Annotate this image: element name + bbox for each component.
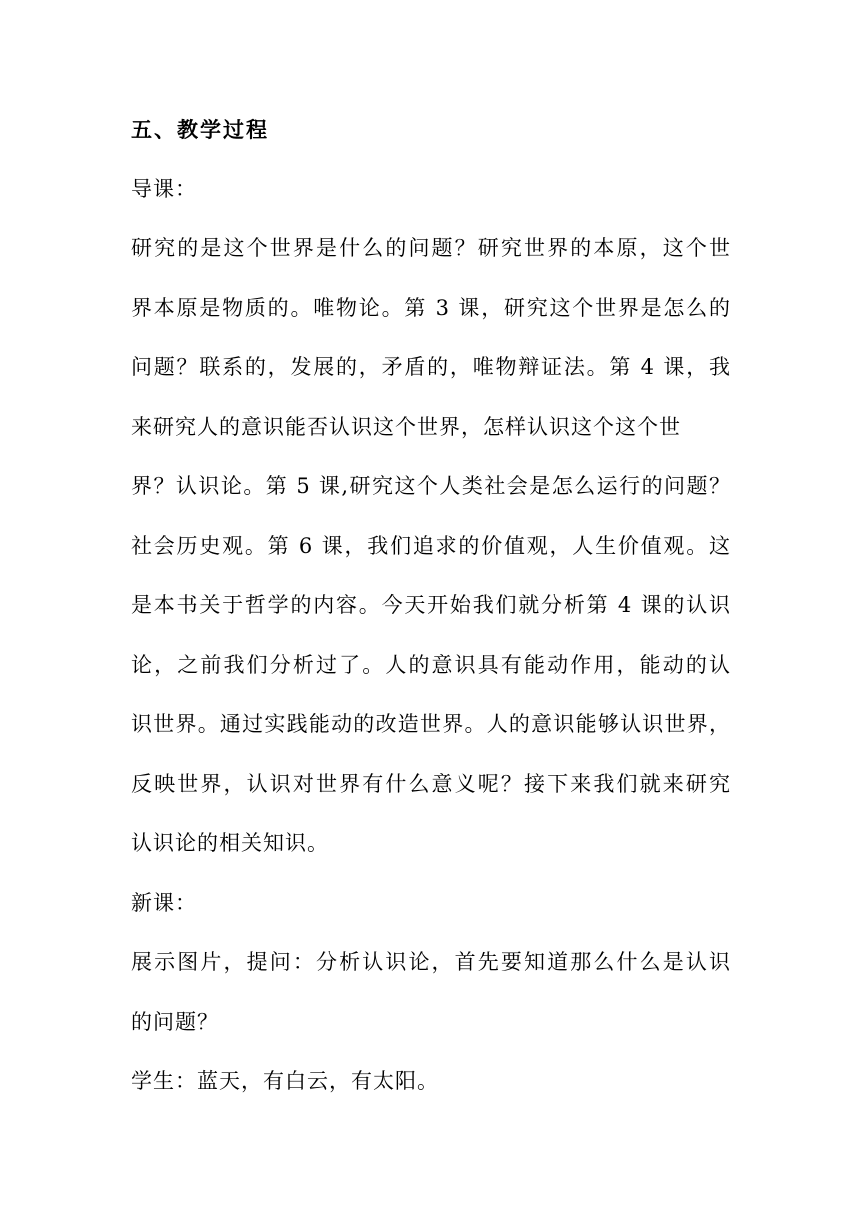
paragraph-line: 社会历史观。第 6 课，我们追求的价值观，人生价值观。这 — [131, 533, 731, 558]
intro-label: 导课： — [131, 176, 197, 201]
paragraph-line: 认识论的相关知识。 — [131, 831, 329, 855]
intro-paragraph — [131, 219, 731, 874]
paragraph-line: 界本原是物质的。唯物论。第 3 课，研究这个世界是怎么的 — [131, 295, 731, 320]
paragraph-line: 是本书关于哲学的内容。今天开始我们就分析第 4 课的认识 — [131, 593, 731, 617]
paragraph-line: 来研究人的意识能否认识这个世界，怎样认识这个这个世 — [131, 414, 681, 439]
paragraph-line: 研究的是这个世界是什么的问题？研究世界的本原，这个世 — [131, 236, 731, 260]
document-page — [131, 100, 731, 1112]
student-answer: 学生：蓝天，有白云，有太阳。 — [131, 1069, 439, 1093]
section-heading: 五、教学过程 — [131, 117, 269, 142]
paragraph-line: 问题？联系的，发展的，矛盾的，唯物辩证法。第 4 课，我 — [131, 355, 731, 379]
new-lesson-label: 新课： — [131, 890, 197, 915]
question-paragraph — [131, 933, 731, 1052]
paragraph-line: 论，之前我们分析过了。人的意识具有能动作用，能动的认 — [131, 652, 731, 677]
paragraph-line: 展示图片，提问：分析认识论，首先要知道那么什么是认识 — [131, 950, 731, 974]
paragraph-line: 反映世界，认识对世界有什么意义呢？接下来我们就来研究 — [131, 771, 731, 796]
paragraph-line: 的问题？ — [131, 1009, 219, 1034]
paragraph-line: 识世界。通过实践能动的改造世界。人的意识能够认识世界， — [131, 712, 731, 736]
paragraph-line: 界？认识论。第 5 课,研究这个人类社会是怎么运行的问题？ — [131, 474, 731, 498]
